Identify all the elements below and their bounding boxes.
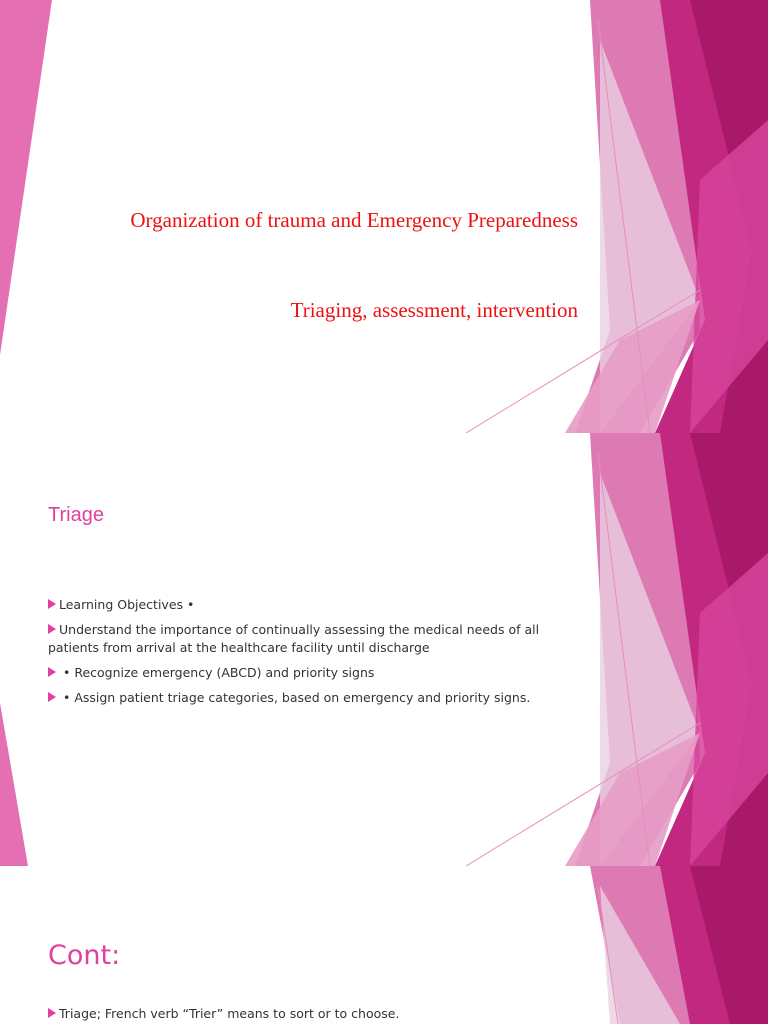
bullet-arrow-icon: [48, 624, 56, 634]
slide-heading: Triage: [48, 504, 104, 526]
slide-title: [0, 0, 768, 433]
slide-heading: Cont:: [48, 940, 121, 971]
bullet-arrow-icon: [48, 599, 56, 609]
slide-triage: [0, 433, 768, 866]
bullet-arrow-icon: [48, 667, 56, 677]
bullet-item: • Assign patient triage categories, based on emergency and priority signs.: [48, 689, 578, 707]
left-stripe: [0, 0, 52, 355]
bullet-arrow-icon: [48, 692, 56, 702]
bullet-list: [48, 596, 578, 714]
left-stripe: [0, 703, 28, 866]
slide-subtitle-text: Triaging, assessment, intervention: [290, 298, 578, 322]
bullet-arrow-icon: [48, 1008, 56, 1018]
bullet-item: Understand the importance of continually assessing the medical needs of all patients from arrival at the healthcare facility until discharge: [48, 622, 540, 655]
bullet-item: Triage; French verb “Trier” means to sort or to choose.: [48, 1006, 399, 1021]
bullet-item: • Recognize emergency (ABCD) and priority signs: [48, 664, 578, 682]
slide-title-text: Organization of trauma and Emergency Preparedness: [130, 208, 578, 232]
slide-cont: [0, 866, 768, 1024]
bullet-item: Learning Objectives •: [48, 596, 578, 614]
